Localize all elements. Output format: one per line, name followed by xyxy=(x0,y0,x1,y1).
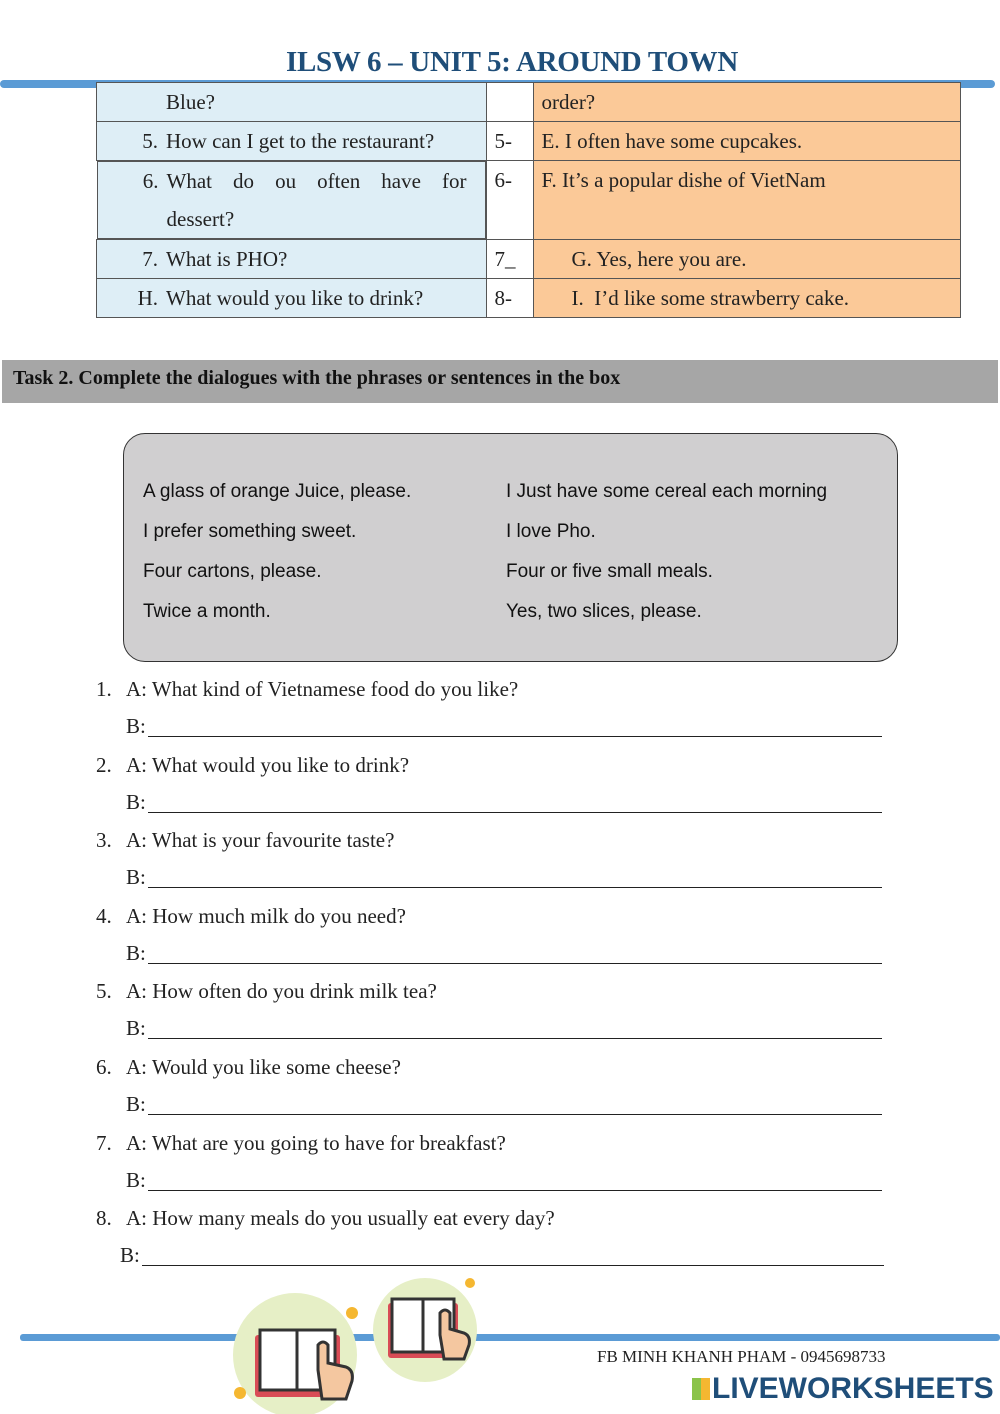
answer-b-label: B: xyxy=(120,1243,140,1268)
author-credit: FB MINH KHANH PHAM - 0945698733 xyxy=(597,1347,886,1366)
question-text: What do ou often have for dessert? xyxy=(166,169,467,231)
question-number: 1. xyxy=(96,677,112,701)
answer-text: order? xyxy=(533,83,960,122)
answer-b-label: B: xyxy=(126,789,146,814)
row-number: 6. xyxy=(142,169,159,193)
question-text: What would you like to drink? xyxy=(166,286,424,310)
table-row xyxy=(97,279,961,318)
answer-text: E. I often have some cupcakes. xyxy=(533,122,960,161)
phrase: I love Pho. xyxy=(506,521,596,542)
row-number: H. xyxy=(137,286,158,310)
question-text: How can I get to the restaurant? xyxy=(166,129,435,153)
question-a-text: A: What would you like to drink? xyxy=(126,752,410,777)
phrase: I prefer something sweet. xyxy=(143,521,357,542)
question-number: 2. xyxy=(96,752,112,777)
question-number: 7. xyxy=(96,1130,112,1155)
logo-icon xyxy=(692,1378,710,1400)
task2-heading: Task 2. Complete the dialogues with the phrases or sentences in the box xyxy=(2,360,998,403)
question-number: 3. xyxy=(96,828,112,853)
dialogue-question xyxy=(96,979,437,1004)
dialogue-question xyxy=(96,1206,555,1231)
question-a-text: A: What is your favourite taste? xyxy=(126,828,395,853)
phrase: A glass of orange Juice, please. xyxy=(143,481,412,502)
page-title: ILSW 6 – UNIT 5: AROUND TOWN xyxy=(286,46,738,78)
answer-cell[interactable]: 7_ xyxy=(486,240,533,279)
answer-cell[interactable] xyxy=(486,83,533,122)
footer-rule xyxy=(20,1334,1000,1341)
answer-cell[interactable]: 6- xyxy=(486,161,533,240)
answer-text: G. Yes, here you are. xyxy=(533,240,960,279)
answer-b-input[interactable] xyxy=(148,887,882,888)
row-number: 5. xyxy=(142,129,158,153)
table-row xyxy=(97,122,961,161)
phrase: Four cartons, please. xyxy=(143,561,322,582)
question-a-text: A: How often do you drink milk tea? xyxy=(126,979,437,1004)
answer-b-label: B: xyxy=(126,1016,146,1041)
answer-b-input[interactable] xyxy=(142,1265,884,1266)
answer-b-label: B: xyxy=(126,1092,146,1116)
dialogue-question xyxy=(96,677,518,702)
answer-b-label: B: xyxy=(126,940,146,965)
phrase-box xyxy=(123,433,898,662)
phrase: I Just have some cereal each morning xyxy=(506,481,828,502)
question-number: 5. xyxy=(96,979,112,1004)
answer-b-label: B: xyxy=(126,1167,146,1192)
question-a-text: A: Would you like some cheese? xyxy=(126,1055,401,1079)
dialogue-question xyxy=(96,1131,506,1156)
question-a-text: A: What kind of Vietnamese food do you like? xyxy=(126,677,519,701)
question-text: What is PHO? xyxy=(166,247,288,271)
dialogue-question xyxy=(96,1055,401,1080)
answer-b-input[interactable] xyxy=(148,812,882,813)
answer-b-label: B: xyxy=(126,865,146,890)
phrase: Yes, two slices, please. xyxy=(506,601,702,622)
row-number: 7. xyxy=(142,247,158,271)
answer-text: I. I’d like some strawberry cake. xyxy=(533,279,960,318)
dialogue-question xyxy=(96,904,406,929)
question-text: Blue? xyxy=(166,90,215,114)
question-a-text: A: How many meals do you usually eat every day? xyxy=(126,1206,555,1231)
book-illustration-icon xyxy=(230,1275,490,1414)
liveworksheets-logo xyxy=(692,1372,994,1406)
answer-b-input[interactable] xyxy=(148,963,882,964)
question-number: 8. xyxy=(96,1206,112,1231)
logo-text: LIVEWORKSHEETS xyxy=(712,1372,994,1405)
table-row xyxy=(97,161,961,240)
phrase: Four or five small meals. xyxy=(506,561,713,582)
question-number: 6. xyxy=(96,1055,112,1079)
answer-cell[interactable]: 8- xyxy=(486,279,533,318)
question-a-text: A: What are you going to have for breakfast? xyxy=(126,1130,506,1155)
table-row xyxy=(97,83,961,122)
answer-b-input[interactable] xyxy=(148,1190,882,1191)
dialogue-question xyxy=(96,828,394,853)
matching-table xyxy=(96,82,961,318)
answer-b-label: B: xyxy=(126,714,146,738)
answer-text: F. It’s a popular dishe of VietNam xyxy=(533,161,960,240)
table-row xyxy=(97,240,961,279)
phrase: Twice a month. xyxy=(143,601,271,622)
answer-b-input[interactable] xyxy=(148,1114,882,1115)
question-number: 4. xyxy=(96,903,112,928)
answer-b-input[interactable] xyxy=(148,736,882,737)
question-a-text: A: How much milk do you need? xyxy=(126,903,406,928)
answer-cell[interactable]: 5- xyxy=(486,122,533,161)
answer-b-input[interactable] xyxy=(148,1038,882,1039)
dialogue-question xyxy=(96,753,409,778)
